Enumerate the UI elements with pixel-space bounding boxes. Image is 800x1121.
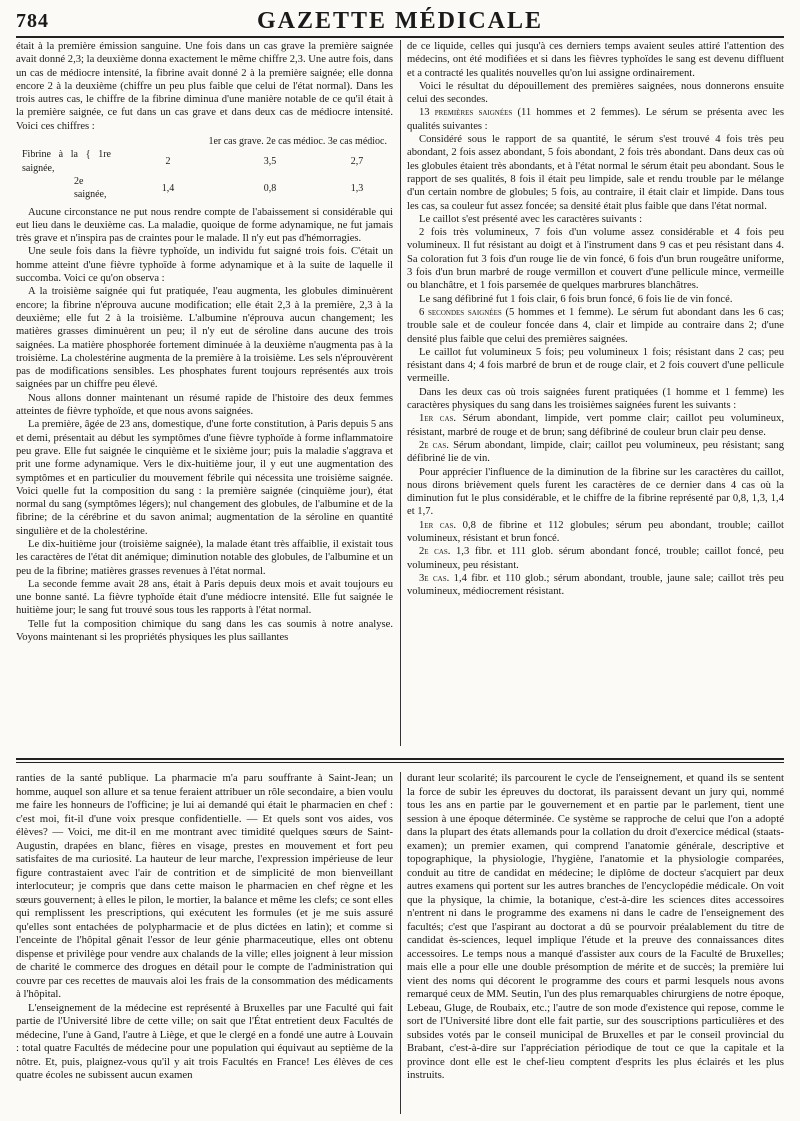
paragraph: Le caillot s'est présenté avec les caractères suivants : bbox=[419, 213, 643, 225]
table-row bbox=[16, 148, 393, 175]
table-cell: 1,4 bbox=[161, 182, 175, 194]
top-left-column bbox=[16, 40, 393, 746]
paragraph: Le sang défibriné fut 1 fois clair, 6 fois brun foncé, 6 fois lie de vin foncé. bbox=[419, 293, 733, 305]
top-right-column bbox=[407, 40, 784, 746]
table-cell: 3,5 bbox=[263, 156, 277, 168]
paragraph: Aucune circonstance ne put nous rendre compte de l'abaissement si considérable qui eut lieu dans le deuxième cas. La maladie, quoique de forme adynamique, ne fut jamais très grave et n'inspira pas de craintes pour le malade. Il n'y eut pas d'hémorragies. bbox=[16, 206, 393, 245]
header-rule bbox=[16, 36, 784, 38]
table-row bbox=[16, 175, 393, 202]
paragraph bbox=[407, 412, 784, 439]
paragraph: La première, âgée de 23 ans, domestique, d'une forte constitution, à Paris depuis 5 ans et demi, présentait au début les symptômes d'une fièvre typhoïde à forme inflammatoire peu grave. Elle fut saignée le cinquième et le sixième jour; puis la maladie s'aggrava et prit une forme adynamique. Vers le dix-huitième jour, il y eut une augmentation des symptômes et en particulier du mouvement fébrile qui nécessita une troisième saignée. Voici quelle fut la composition du sang : la première saignée (cinquième jour), état normal du sang (symptômes légers); nul changement des globules, de l'albumine et de la fibrine; de la cérébrine et du savon animal; augmentation de la séroline en quantité singulière et de la cholestérine. bbox=[16, 419, 393, 537]
case-lead: 1er cas. bbox=[419, 413, 457, 425]
case-lead: 3e cas. bbox=[419, 572, 450, 584]
paragraph-text: 1,3 fibr. et 111 glob. sérum abondant foncé, trouble; caillot foncé, peu volumineux, peu résistant. bbox=[407, 546, 784, 571]
column-divider bbox=[400, 772, 401, 1114]
table-cell: 2,7 bbox=[350, 156, 364, 168]
fibrine-table bbox=[16, 135, 393, 201]
section-lead: 6 secondes saignées bbox=[419, 306, 502, 318]
paragraph-text: 1,4 fibr. et 110 glob.; sérum abondant, trouble, jaune sale; caillot très peu volumineux, médiocrement résistant. bbox=[407, 572, 784, 598]
paragraph-text: (11 hommes et 2 femmes). Le sérum se présenta avec les qualités suivantes : bbox=[407, 107, 784, 132]
paragraph: Pour apprécier l'influence de la diminution de la fibrine sur les caractères du caillot, nous dirons brièvement quels furent les caractères de ce dernier dans 4 cas où la diminution fut le plus considérable, et le chiffre de la fibrine représenté par 0,8, 1,3, 1,4 et 1,7. bbox=[407, 466, 784, 518]
paragraph: 2 fois très volumineux, 7 fois d'un volume assez considérable et 4 fois peu volumineux. Il fut résistant au doigt et à l'instrument dans 9 cas et peu résistant dans 4. Sa coloration fut 3 fois d'un rouge lie de vin foncé, 6 fois d'un brun rougeâtre uniforme, 3 fois d'un brun marbré de rouge vermillon et couvert d'une pellicule mince, vermeille ou blanchâtre, et 1 fois parsemée de quelques marbrures blanchâtres. bbox=[407, 227, 784, 292]
paragraph bbox=[407, 439, 784, 466]
paragraph bbox=[407, 106, 784, 133]
paragraph-text: Sérum abondant, limpide, vert pomme clair; caillot peu volumineux, résistant, marbré de rouge et de brun; sang défibriné de couleur brun clair peu dense. bbox=[407, 413, 784, 438]
row-label: Fibrine à la { 1re saignée, bbox=[22, 149, 111, 174]
paragraph: La seconde femme avait 28 ans, était à Paris depuis deux mois et avait toujours eu une bonne santé. La fièvre typhoïde était d'une médiocre intensité. Elle fut saignée le huitième jour; le sang fut trouvé sous tous les rapports à l'état normal. bbox=[16, 578, 393, 617]
paragraph: Une seule fois dans la fièvre typhoïde, un individu fut saigné trois fois. C'était un homme atteint d'une fièvre typhoïde à forme adynamique et à la suite de laquelle il succomba. Voici ce qu'on observa : bbox=[16, 246, 393, 285]
paragraph: Le caillot fut volumineux 5 fois; peu volumineux 1 fois; résistant dans 2 cas; peu résistant dans 4; 4 fois marbré de brun et de rouge clair, et 2 fois couvert d'une pellicule vermeille. bbox=[407, 346, 784, 385]
paragraph bbox=[407, 306, 784, 346]
column-divider bbox=[400, 40, 401, 746]
paragraph: Telle fut la composition chimique du sang dans les cas soumis à notre analyse. Voyons maintenant si les propriétés physiques les plus saillantes bbox=[16, 618, 393, 644]
paragraph: ranties de la santé publique. La pharmacie m'a paru souffrante à Saint-Jean; un homme, auquel son allure et sa tenue feraient attribuer un rôle secondaire, a bien voulu me faire les honneurs de l'officine; je lui ai demandé qui était le pharmacien en chef : c'est moi, fit-il d'une voix presque confidentielle. — Et quels sont vos aides, vos élèves? — Voici, me dit-il en me montrant avec timidité quelques sœurs de Saint-Augustin, drapées en blanc, fières en visage, prestes en mouvement et fort peu satisfaites de ma curiosité. La hauteur de leur marche, l'expression impérieuse de leur figure contrastaient avec l'air de contrition et de simplicité de mon bienveillant interlocuteur; je compris que dans cette maison le pharmacien en chef règne et les sœurs gouvernent; à elles le pilon, le mortier, la balance et même les clefs; ce sont elles qui remplissent les prescriptions, qui exécutent les formules (et je me suis assuré qu'elles sont entachées de polypharmacie et de plus dictées en latin); et comme si l'enceinte de l'hôpital gênait l'essor de leur génie pharmaceutique, elles ont obtenu dispense et privilège pour vendre aux chalands de la ville; elles joignent à leur mission de charité le commerce des drogues en détail pour le compte de l'administration qui couvre par ces recettes de mauvais aloi les frais de la consommation des médicaments à l'hôpital. bbox=[16, 772, 393, 1000]
bottom-left-column bbox=[16, 772, 393, 1114]
paragraph: Le dix-huitième jour (troisième saignée), la malade étant très affaiblie, il existait tous les caractères de l'état dit anémique; diminution notable des globules, de l'albumine et un peu de la fibrine; matières grasses revenues à l'état normal. bbox=[16, 538, 393, 577]
table-cell: 1,3 bbox=[350, 182, 364, 194]
row-label: 2e saignée, bbox=[74, 175, 107, 201]
bottom-right-column bbox=[407, 772, 784, 1114]
paragraph: L'enseignement de la médecine est représenté à Bruxelles par une Faculté qui fait partie de l'Université libre de cette ville; on sait que l'État entretient deux Facultés de médecine, l'une à Gand, l'autre à Liège, et que le clergé en a fondé une autre à Louvain : total quatre Facultés de médecine pour une population qui équivaut au septième de la nôtre. Et, puis, plaignez-vous qu'il y ait trois Facultés en France! Les élèves de ces quatre écoles ne subissent aucun examen bbox=[16, 1001, 393, 1081]
paragraph: A la troisième saignée qui fut pratiquée, l'eau augmenta, les globules diminuèrent encore; la fibrine n'éprouva aucune modification; elle était 2,3 à la première, 2,3 à la deuxième; elle fut 2 à la troisième. L'albumine n'éprouva aucun changement; les matières grasses diminuèrent un peu; il n'y eut de séroline dans aucune des trois saignées. La matière phosphorée fortement diminuée à la deuxième n'augmenta pas à la troisième. La cholestérine augmenta de la première à la troisième. Les sels n'éprouvèrent pas de modifications sensibles. Les phosphates furent toujours représentés aux trois saignées par un chiffre peu élevé. bbox=[16, 286, 393, 391]
paragraph bbox=[407, 572, 784, 599]
paragraph-text: Sérum abondant, limpide, clair; caillot peu volumineux, peu résistant; sang défibriné lie de vin. bbox=[407, 439, 784, 465]
paragraph bbox=[407, 519, 784, 546]
paragraph-text: 0,8 de fibrine et 112 globules; sérum peu abondant, trouble; caillot volumineux, résistant et brun foncé. bbox=[407, 519, 784, 544]
case-lead: 2e cas. bbox=[419, 439, 449, 451]
paragraph: durant leur scolarité; ils parcourent le cycle de l'enseignement, et quand ils se sentent la force de subir les épreuves du doctorat, ils paraissent devant un jury qui, nommé tous les ans en partie par le gouvernement et en partie par le parlement, tient une session à une époque déterminée. Ce système se rapproche de celui que l'on a adopté dans la plupart des états allemands pour la collation du droit d'exercice médical (staats-examen); un premier examen, qui comprend l'anatomie générale, descriptive et topographique, la physiologie, l'hygiène, l'anatomie et la physiologie comparées, conduit au titre de candidat en médecine; le diplôme de docteur s'acquiert par deux autres examens qui portent sur les autres branches de l'encyclopédie médicale. On voit que la physique, la chimie, la botanique, c'est-à-dire les sciences dites accessoires n'entrent ni dans le programme des examens ni dans le cadre de l'enseignement des facultés; c'est que l'aspirant au doctorat a dû se pourvoir préalablement du titre de candidat ès-sciences, lequel implique l'étude et la preuve des connaissances dites accessoires. Le temps nous a manqué d'assister aux cours de la Faculté de Bruxelles; mais elle a pour elle une double présomption de mérite et de succès; la première lui vient des noms qui décorent le programme des cours et parmi lesquels nous avons remarqué ceux de MM. Seutin, l'un des plus remarquables chirurgiens de notre époque, Lebeau, Gluge, de Roubaix, etc.; l'autre de son mode d'existence qui repose, comme le sort de l'Université libre dont elle fait partie, sur des souscriptions particulières et des subsides votés par le conseil municipal de Bruxelles et par le conseil provincial du Brabant, c'est-à-dire sur l'appréciation périodique de tout ce que la capitale et la province dont elle est le chef-lieu comptent d'esprits les plus éclairés et les plus instruits. bbox=[407, 772, 784, 1081]
page-number: 784 bbox=[16, 10, 49, 32]
table-cell: 0,8 bbox=[263, 182, 277, 194]
paragraph: Nous allons donner maintenant un résumé rapide de l'histoire des deux femmes atteintes de fièvre typhoïde, et que nous avons saignées. bbox=[16, 392, 393, 418]
paragraph: de ce liquide, celles qui jusqu'à ces derniers temps avaient seules attiré l'attention des médecins, ont été modifiées et si dans les fièvres typhoïdes le sang est devenu diffluent et a contracté les qualités nouvelles qu'on lui assigne ordinairement. bbox=[407, 41, 784, 79]
paragraph: était à la première émission sanguine. Une fois dans un cas grave la première saignée avait donné 2,3; la deuxième donna exactement le même chiffre 2,3. Une autre fois, dans un cas de médiocre intensité, la fibrine avait donné 2 à la première saignée; elle donna encore 2 à la deuxième (chiffre un peu plus faible que celui de l'état normal). Dans les trois autres cas, le chiffre de la fibrine diminua d'une manière notable de ce qu'il était à la première saignée, ce fut dans un cas grave et dans deux cas de médiocre intensité. Voici ces chiffres : bbox=[16, 41, 393, 132]
section-rule bbox=[16, 758, 784, 760]
section-lead: 13 premières saignées bbox=[419, 107, 513, 119]
paragraph-text: (5 hommes et 1 femme). Le sérum fut abondant dans les 6 cas; trouble sale et de couleur foncée dans 4, clair et limpide au contraire dans 2; d'une densité plus faible que celui des premières saignées. bbox=[407, 306, 784, 345]
table-header: 1er cas grave. 2e cas médioc. 3e cas médioc. bbox=[208, 136, 387, 148]
table-cell: 2 bbox=[165, 156, 171, 168]
case-lead: 2e cas. bbox=[419, 546, 451, 558]
paragraph: Considéré sous le rapport de sa quantité, le sérum s'est trouvé 4 fois très peu abondant, 2 fois assez abondant, 5 fois abondant, 2 fois très abondant. Dans deux cas où les globules étaient très abondants, et à l'état normal le sérum était peu abondant. Sous le rapport de ses qualités, 8 fois il était peu limpide, sale et rendu trouble par le mélange d'un certain nombre de globules; 5 fois, au contraire, il était clair et limpide. Dans tous les cas, sa couleur fut assez foncée; sa densité était plus faible que dans l'état normal. bbox=[407, 134, 784, 212]
paragraph: Voici le résultat du dépouillement des premières saignées, nous donnerons ensuite celui des secondes. bbox=[407, 80, 784, 106]
paragraph: Dans les deux cas où trois saignées furent pratiquées (1 homme et 1 femme) les caractères physiques du sang dans les troisièmes saignées furent les suivants : bbox=[407, 386, 784, 412]
case-lead: 1er cas. bbox=[419, 519, 457, 531]
page-header bbox=[16, 6, 784, 34]
paragraph bbox=[407, 545, 784, 572]
section-rule bbox=[16, 762, 784, 763]
journal-title: GAZETTE MÉDICALE bbox=[256, 8, 544, 34]
